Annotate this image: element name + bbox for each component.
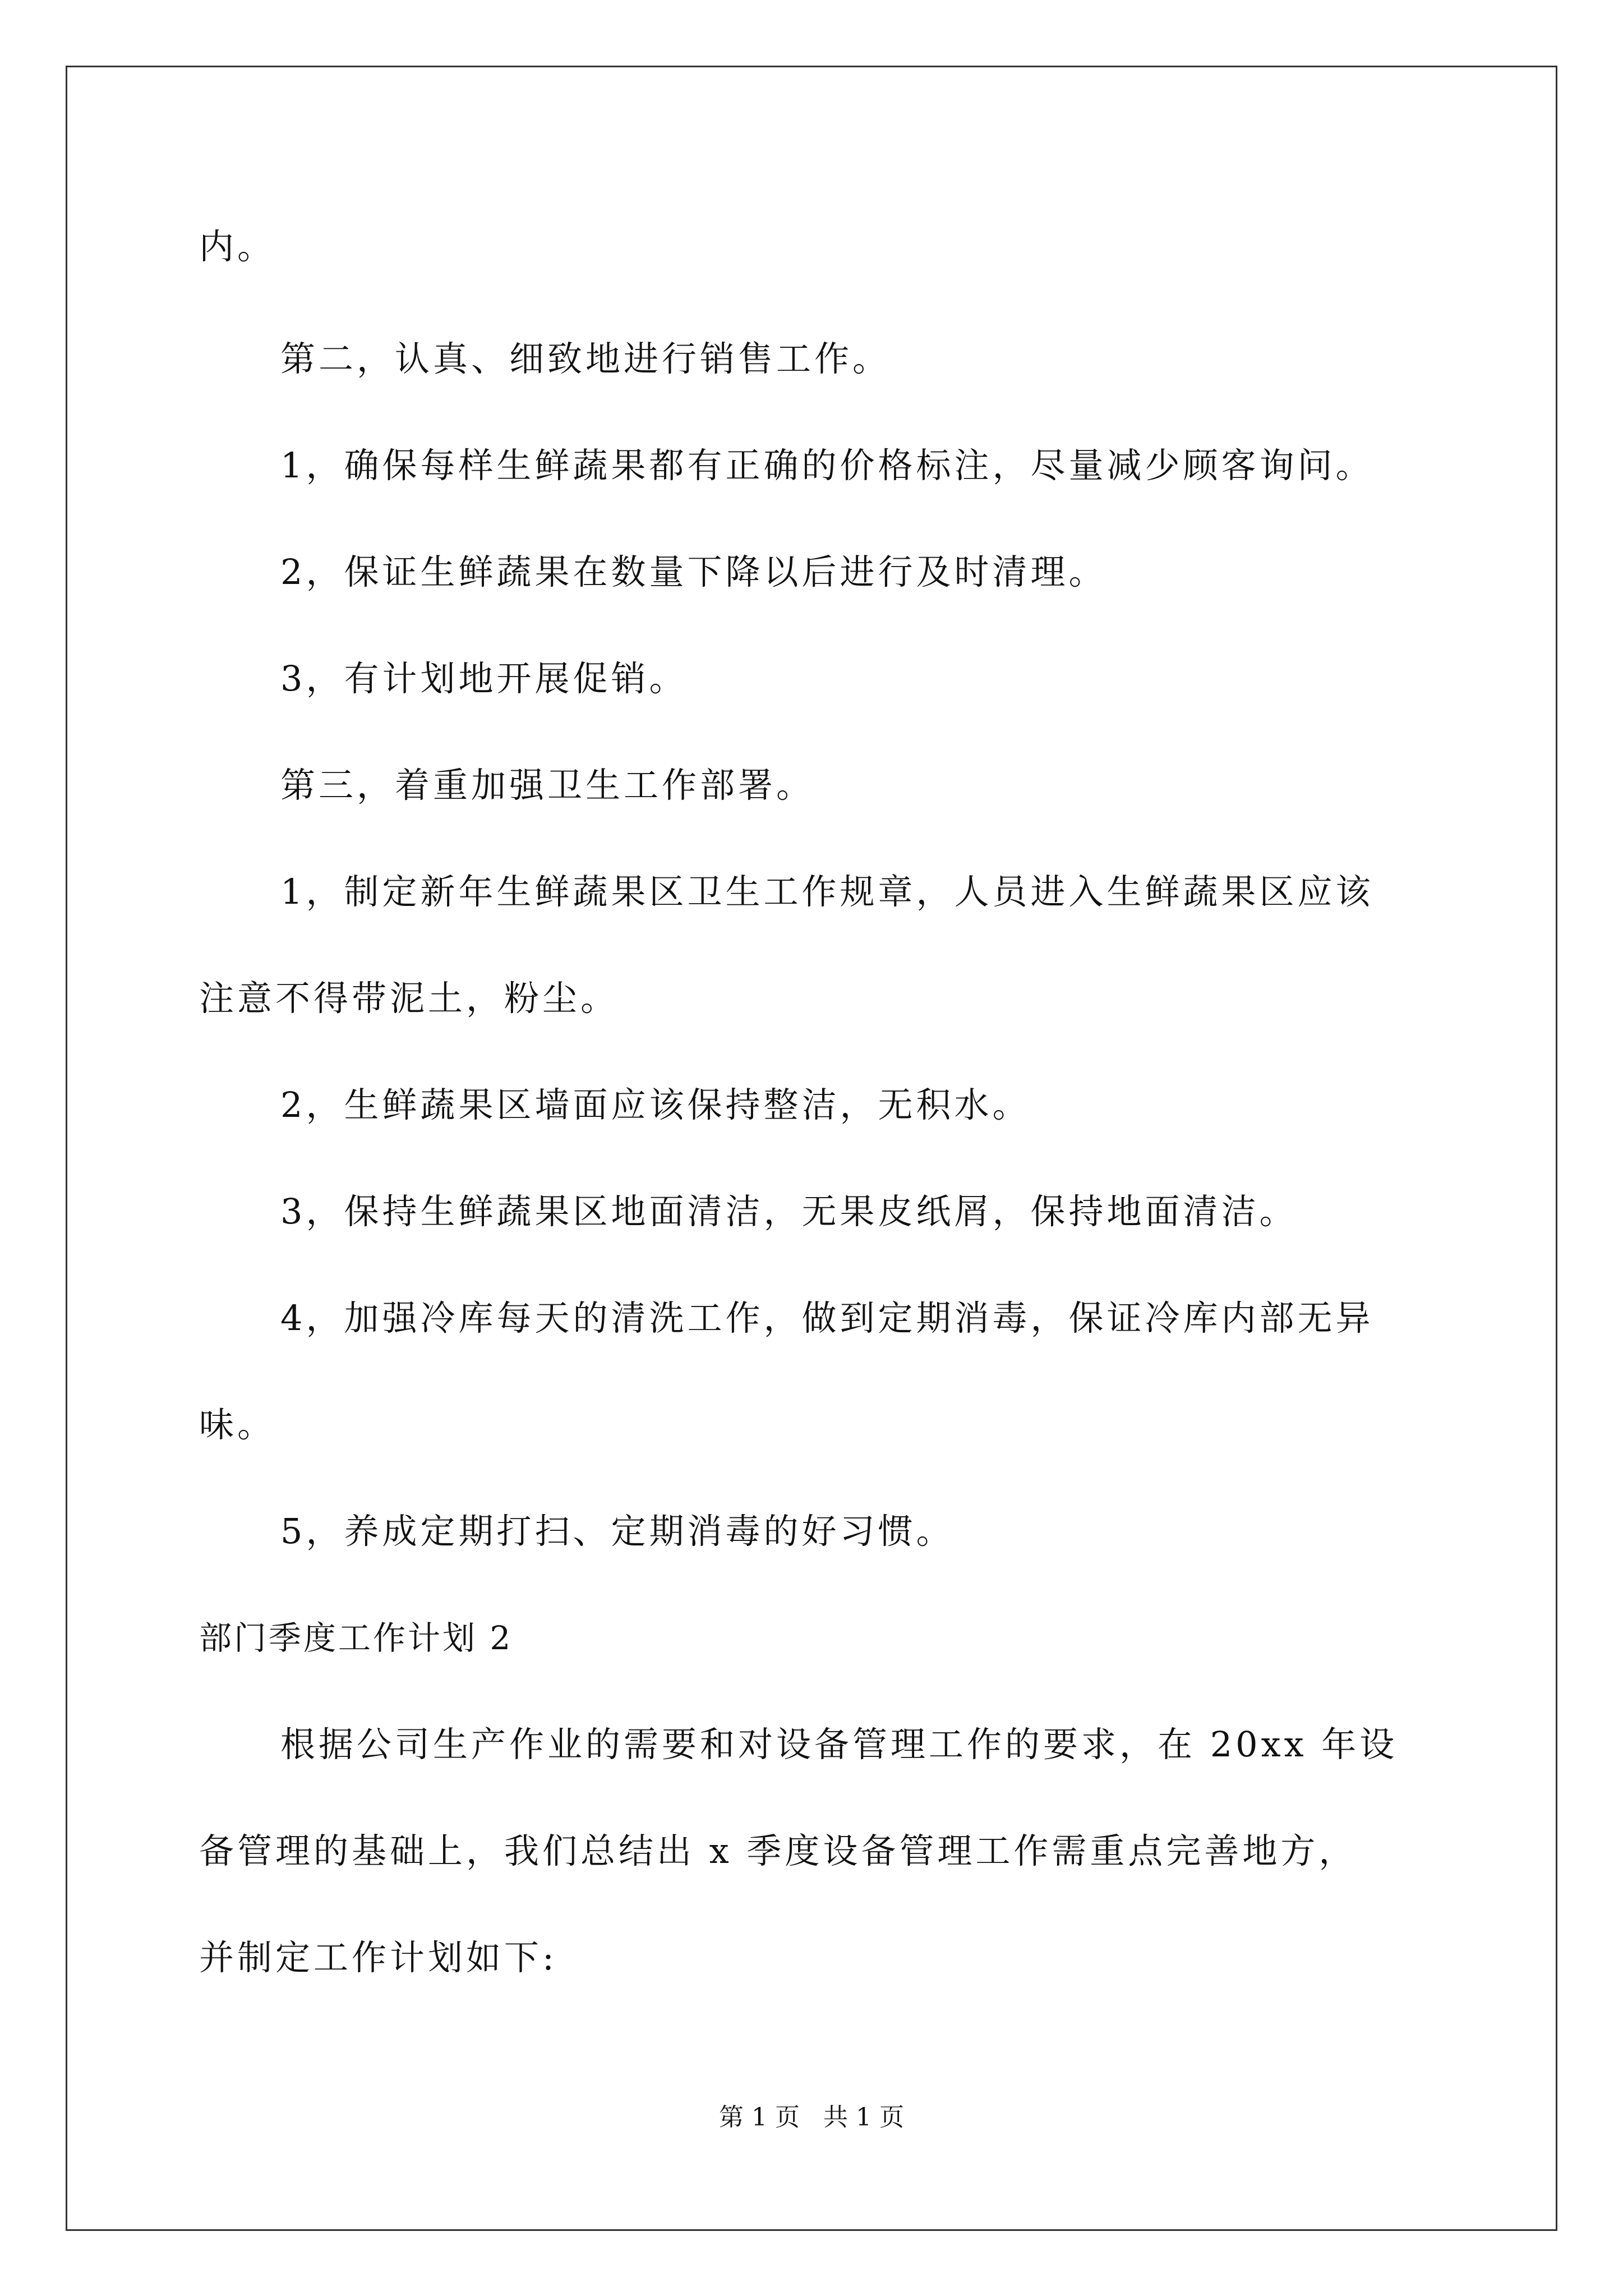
list-item: 3，保持生鲜蔬果区地面清洁，无果皮纸屑，保持地面清洁。: [280, 1191, 1298, 1232]
list-item: 4，加强冷库每天的清洗工作，做到定期消毒，保证冷库内部无异: [280, 1297, 1374, 1338]
section-heading-2: 第二，认真、细致地进行销售工作。: [280, 338, 891, 379]
paragraph-line: 根据公司生产作业的需要和对设备管理工作的要求，在 20xx 年设: [280, 1724, 1398, 1765]
list-item: 2，生鲜蔬果区墙面应该保持整洁，无积水。: [280, 1084, 1031, 1125]
page-number-footer: 第 1 页 共 1 页: [719, 2103, 904, 2132]
text-line: 内。: [199, 226, 276, 267]
paragraph-line: 并制定工作计划如下:: [199, 1937, 557, 1978]
list-item: 1，确保每样生鲜蔬果都有正确的价格标注，尽量减少顾客询问。: [280, 445, 1374, 486]
document-subtitle: 部门季度工作计划 2: [199, 1619, 513, 1657]
list-item: 1，制定新年生鲜蔬果区卫生工作规章，人员进入生鲜蔬果区应该: [280, 871, 1374, 912]
text-line: 注意不得带泥土，粉尘。: [199, 978, 619, 1019]
list-item: 5，养成定期打扫、定期消毒的好习惯。: [280, 1511, 955, 1552]
list-item: 3，有计划地开展促销。: [280, 658, 688, 699]
paragraph-line: 备管理的基础上，我们总结出 x 季度设备管理工作需重点完善地方，: [199, 1830, 1357, 1871]
list-item: 2，保证生鲜蔬果在数量下降以后进行及时清理。: [280, 551, 1107, 592]
page-border: [66, 66, 1557, 2231]
text-line: 味。: [199, 1404, 276, 1445]
section-heading-3: 第三，着重加强卫生工作部署。: [280, 765, 815, 806]
